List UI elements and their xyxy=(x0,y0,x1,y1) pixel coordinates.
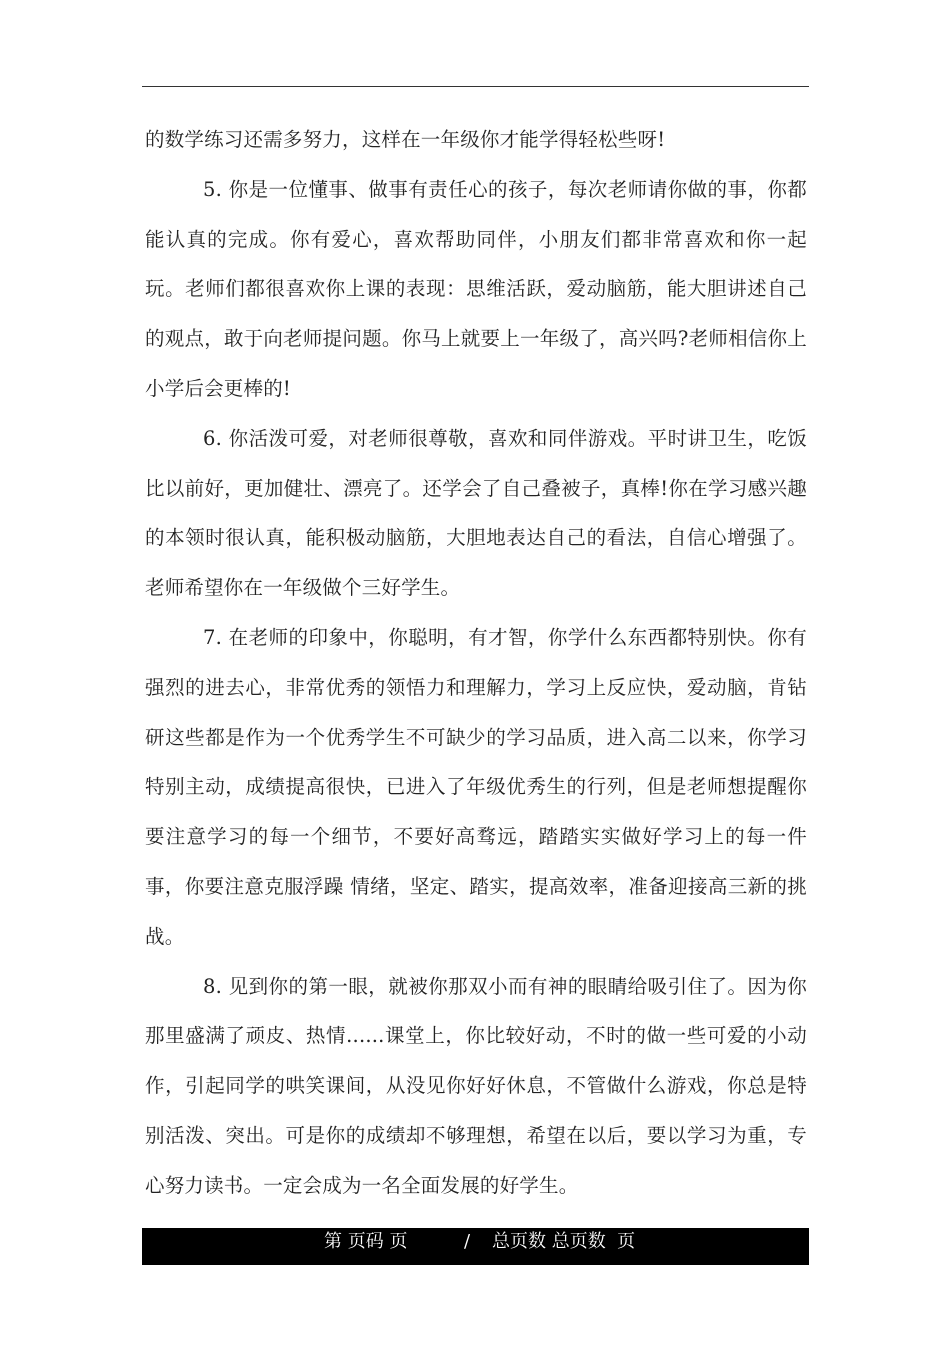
paragraph-item-7: 7. 在老师的印象中，你聪明，有才智，你学什么东西都特别快。你有强烈的进去心，非常优秀的领悟力和理解力，学习上反应快，爱动脑，肯钻研这些都是作为一个优秀学生不可缺少的学习品质，进入高二以来，你学习特别主动，成绩提高很快，已进入了年级优秀生的行列，但是老师想提醒你要注意学习的每一个细节，不要好高骛远，踏踏实实做好学习上的每一件事，你要注意克服浮躁 情绪，坚定、踏实，提高效率，准备迎接高三新的挑战。 xyxy=(145,625,807,948)
paragraph-continuation: 的数学练习还需多努力，这样在一年级你才能学得轻松些呀! xyxy=(145,128,666,151)
footer-total-pages: 总页数 总页数 页 xyxy=(492,1231,636,1252)
paragraph-item-8: 8. 见到你的第一眼，就被你那双小而有神的眼睛给吸引住了。因为你那里盛满了顽皮、热情......课堂上，你比较好动，不时的做一些可爱的小动作，引起同学的哄笑课间，从没见你好好休息，不管做什么游戏，你总是特别活泼、突出。可是你的成绩却不够理想，希望在以后，要以学习为重，专心努力读书。一定会成为一名全面发展的好学生。 xyxy=(145,974,807,1197)
document-body xyxy=(145,115,807,1211)
page-footer xyxy=(142,1228,809,1265)
paragraph-item-6: 6. 你活泼可爱，对老师很尊敬，喜欢和同伴游戏。平时讲卫生，吃饭比以前好，更加健壮、漂亮了。还学会了自己叠被子，真棒!你在学习感兴趣的本领时很认真，能积极动脑筋，大胆地表达自己的看法，自信心增强了。老师希望你在一年级做个三好学生。 xyxy=(145,426,807,600)
paragraph-item-5: 5. 你是一位懂事、做事有责任心的孩子，每次老师请你做的事，你都能认真的完成。你有爱心，喜欢帮助同伴，小朋友们都非常喜欢和你一起玩。老师们都很喜欢你上课的表现：思维活跃，爱动脑筋，能大胆讲述自己的观点，敢于向老师提问题。你马上就要上一年级了，高兴吗?老师相信你上小学后会更棒的! xyxy=(145,177,807,400)
footer-separator: / xyxy=(464,1231,471,1252)
header-rule xyxy=(142,86,809,87)
footer-page-number: 第 页码 页 xyxy=(324,1231,408,1252)
